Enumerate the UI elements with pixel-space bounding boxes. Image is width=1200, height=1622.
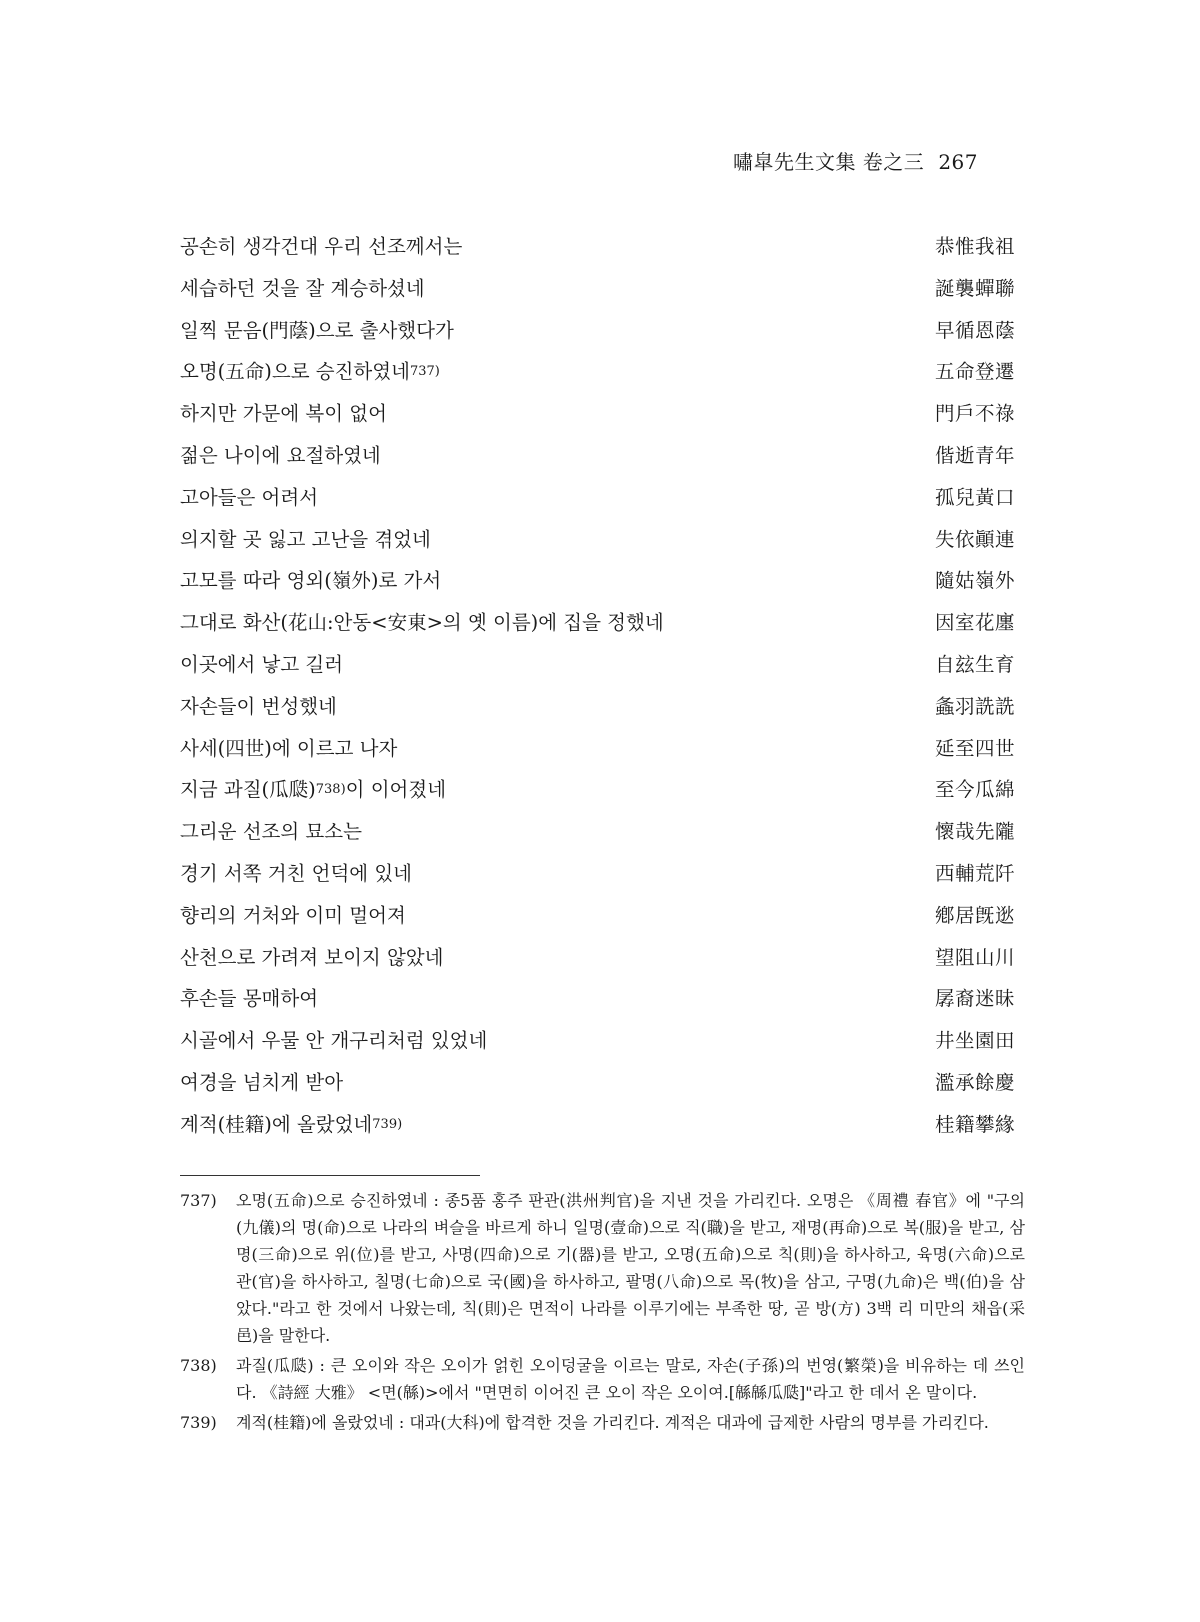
footnote-text: 과질(瓜瓞) : 큰 오이와 작은 오이가 얽힌 오이덩굴을 이르는 말로, 자손(子孫)의 번영(繁榮)을 비유하는 데 쓰인다. 《詩經 大雅》 <면(緜)>에서 "면면히 이어진 큰 오이 작은 오이여.[緜緜瓜瓞]"라고 한 데서 온 말이다. [236, 1356, 1025, 1402]
verse-korean-text: 시골에서 우물 안 개구리처럼 있었네 [180, 1029, 488, 1053]
verse-hanja: 隨姑嶺外 [934, 569, 1015, 593]
verse-korean [180, 441, 381, 471]
verse-row [180, 984, 1015, 1026]
verse-hanja: 因室花廛 [934, 611, 1015, 635]
verse-hanja: 延至四世 [934, 736, 1015, 760]
verse-hanja: 五命登遷 [934, 360, 1015, 384]
verse-korean-text: 그리운 선조의 묘소는 [180, 820, 362, 844]
verse-korean [180, 775, 446, 805]
verse-korean-text: 공손히 생각건대 우리 선조께서는 [180, 235, 463, 258]
footnote [180, 1187, 1025, 1349]
verse-hanja: 螽羽詵詵 [934, 694, 1015, 718]
footnote [180, 1352, 1025, 1406]
verse-korean [180, 608, 664, 638]
verse-row [180, 399, 1015, 441]
verse-korean-text: 이곳에서 낳고 길러 [180, 652, 344, 676]
footnote-number: 737) [180, 1191, 217, 1210]
verse-korean-text: 계적(桂籍)에 올랐었네 [180, 1112, 373, 1136]
verse-row [180, 608, 1015, 650]
verse-row [180, 775, 1015, 817]
verse-korean-continuation: 이 이어졌네 [345, 778, 447, 802]
verse-korean-text: 젊은 나이에 요절하였네 [180, 443, 381, 467]
verse-korean [180, 1068, 343, 1098]
verse-korean-text: 경기 서쪽 거친 언덕에 있네 [180, 861, 413, 885]
verse-row [180, 274, 1015, 316]
verse-korean-text: 고모를 따라 영외(嶺外)로 가서 [180, 569, 442, 593]
verse-row [180, 1026, 1015, 1068]
verse-hanja: 門戶不祿 [934, 402, 1015, 426]
verse-korean [180, 984, 318, 1014]
verse-korean-text: 자손들이 번성했네 [180, 694, 337, 718]
verse-row [180, 943, 1015, 985]
verse-korean-text: 고아들은 어려서 [180, 485, 319, 509]
verse-row [180, 901, 1015, 943]
verse-korean-text: 하지만 가문에 복이 없어 [180, 402, 387, 426]
verse-hanja: 孤兒黃口 [934, 485, 1015, 509]
verse-hanja: 濫承餘慶 [934, 1070, 1015, 1094]
verse-korean [180, 274, 425, 304]
verse-korean [180, 859, 412, 889]
verse-row [180, 817, 1015, 859]
verse-row [180, 1110, 1015, 1152]
verse-row [180, 1068, 1015, 1110]
verse-korean-text: 후손들 몽매하여 [180, 987, 319, 1011]
verse-hanja: 自玆生育 [934, 652, 1015, 676]
footnote-number: 739) [180, 1413, 217, 1432]
verse-korean-text: 세습하던 것을 잘 계승하셨네 [180, 276, 425, 300]
footnote-divider [180, 1175, 480, 1176]
footnote-ref[interactable]: 738) [315, 782, 346, 798]
verse-row [180, 316, 1015, 358]
verse-hanja: 鄕居旣逖 [934, 903, 1015, 927]
verse-row [180, 734, 1015, 776]
footnote-text: 계적(桂籍)에 올랐었네 : 대과(大科)에 합격한 것을 가리킨다. 계적은 대과에 급제한 사람의 명부를 가리킨다. [236, 1413, 989, 1432]
footnote [180, 1409, 1025, 1436]
verse-korean-text: 향리의 거처와 이미 멀어져 [180, 903, 406, 927]
verse-row [180, 692, 1015, 734]
verse-korean-text: 그대로 화산(花山:안동<安東>의 옛 이름)에 집을 정했네 [180, 611, 664, 635]
verse-hanja: 望阻山川 [934, 945, 1015, 969]
verse-korean-text: 오명(五命)으로 승진하였네 [180, 360, 410, 384]
verse-korean [180, 692, 337, 722]
verse-hanja: 桂籍攀緣 [934, 1112, 1015, 1136]
verse-row [180, 650, 1015, 692]
verse-hanja: 失依顚連 [934, 527, 1015, 551]
verse-row [180, 525, 1015, 567]
verse-hanja: 孱裔迷昧 [934, 987, 1015, 1011]
verse-hanja: 至今瓜綿 [934, 778, 1015, 802]
verse-korean [180, 566, 441, 596]
footnote-ref[interactable]: 739) [372, 1116, 403, 1132]
verse-list [180, 232, 1015, 1152]
verse-korean [180, 817, 362, 847]
header-title: 嘯皐先生文集 卷之三 [732, 150, 925, 174]
verse-hanja: 偕逝青年 [934, 443, 1015, 467]
verse-korean [180, 232, 462, 262]
verse-korean [180, 1110, 402, 1140]
verse-korean [180, 1026, 487, 1056]
running-header [733, 146, 978, 175]
verse-hanja: 懷哉先隴 [934, 820, 1015, 844]
verse-korean-text: 지금 과질(瓜瓞) [180, 778, 316, 802]
verse-korean [180, 357, 440, 387]
verse-korean-text: 여경을 넘치게 받아 [180, 1070, 344, 1094]
verse-korean [180, 901, 406, 931]
verse-row [180, 483, 1015, 525]
verse-row [180, 566, 1015, 608]
verse-row [180, 357, 1015, 399]
footnote-ref[interactable]: 737) [409, 364, 440, 380]
verse-hanja: 西輔荒阡 [934, 861, 1015, 885]
verse-korean-text: 의지할 곳 잃고 고난을 겪었네 [180, 527, 431, 551]
verse-korean [180, 316, 454, 346]
verse-row [180, 441, 1015, 483]
verse-korean [180, 650, 343, 680]
footnote-text: 오명(五命)으로 승진하였네 : 종5품 홍주 판관(洪州判官)을 지낸 것을 가리킨다. 오명은 《周禮 春官》에 "구의(九儀)의 명(命)으로 나라의 벼슬을 바르게 하니 일명(壹命)으로 직(職)을 받고, 재명(再命)으로 복(服)을 받고, 삼명(三命)으로 위(位)를 받고, 사명(四命)으로 기(器)를 받고, 오명(五命)으로 칙(則)을 하사하고, 육명(六命)으로 관(官)을 하사하고, 칠명(七命)으로 국(國)을 하사하고, 팔명(八命)으로 목(牧)을 삼고, 구명(九命)은 백(伯)을 삼았다."라고 한 것에서 나왔는데, 칙(則)은 면적이 나라를 이루기에는 부족한 땅, 곧 방(方) 3백 리 미만의 채읍(采邑)을 말한다. [236, 1191, 1025, 1345]
page-number: 267 [938, 150, 978, 174]
footnote-number: 738) [180, 1356, 217, 1375]
footnote-list [180, 1187, 1025, 1439]
verse-hanja: 誕襲蟬聯 [934, 276, 1015, 300]
verse-korean [180, 399, 387, 429]
verse-korean [180, 943, 443, 973]
verse-hanja: 早循恩蔭 [934, 318, 1015, 342]
verse-row [180, 859, 1015, 901]
verse-korean-text: 일찍 문음(門蔭)으로 출사했다가 [180, 318, 454, 342]
verse-korean-text: 사세(四世)에 이르고 나자 [180, 736, 398, 760]
verse-hanja: 恭惟我祖 [934, 235, 1015, 258]
verse-korean [180, 483, 318, 513]
verse-hanja: 井坐園田 [934, 1029, 1015, 1053]
verse-korean [180, 734, 397, 764]
verse-korean [180, 525, 431, 555]
verse-korean-text: 산천으로 가려져 보이지 않았네 [180, 945, 444, 969]
verse-row [180, 232, 1015, 274]
